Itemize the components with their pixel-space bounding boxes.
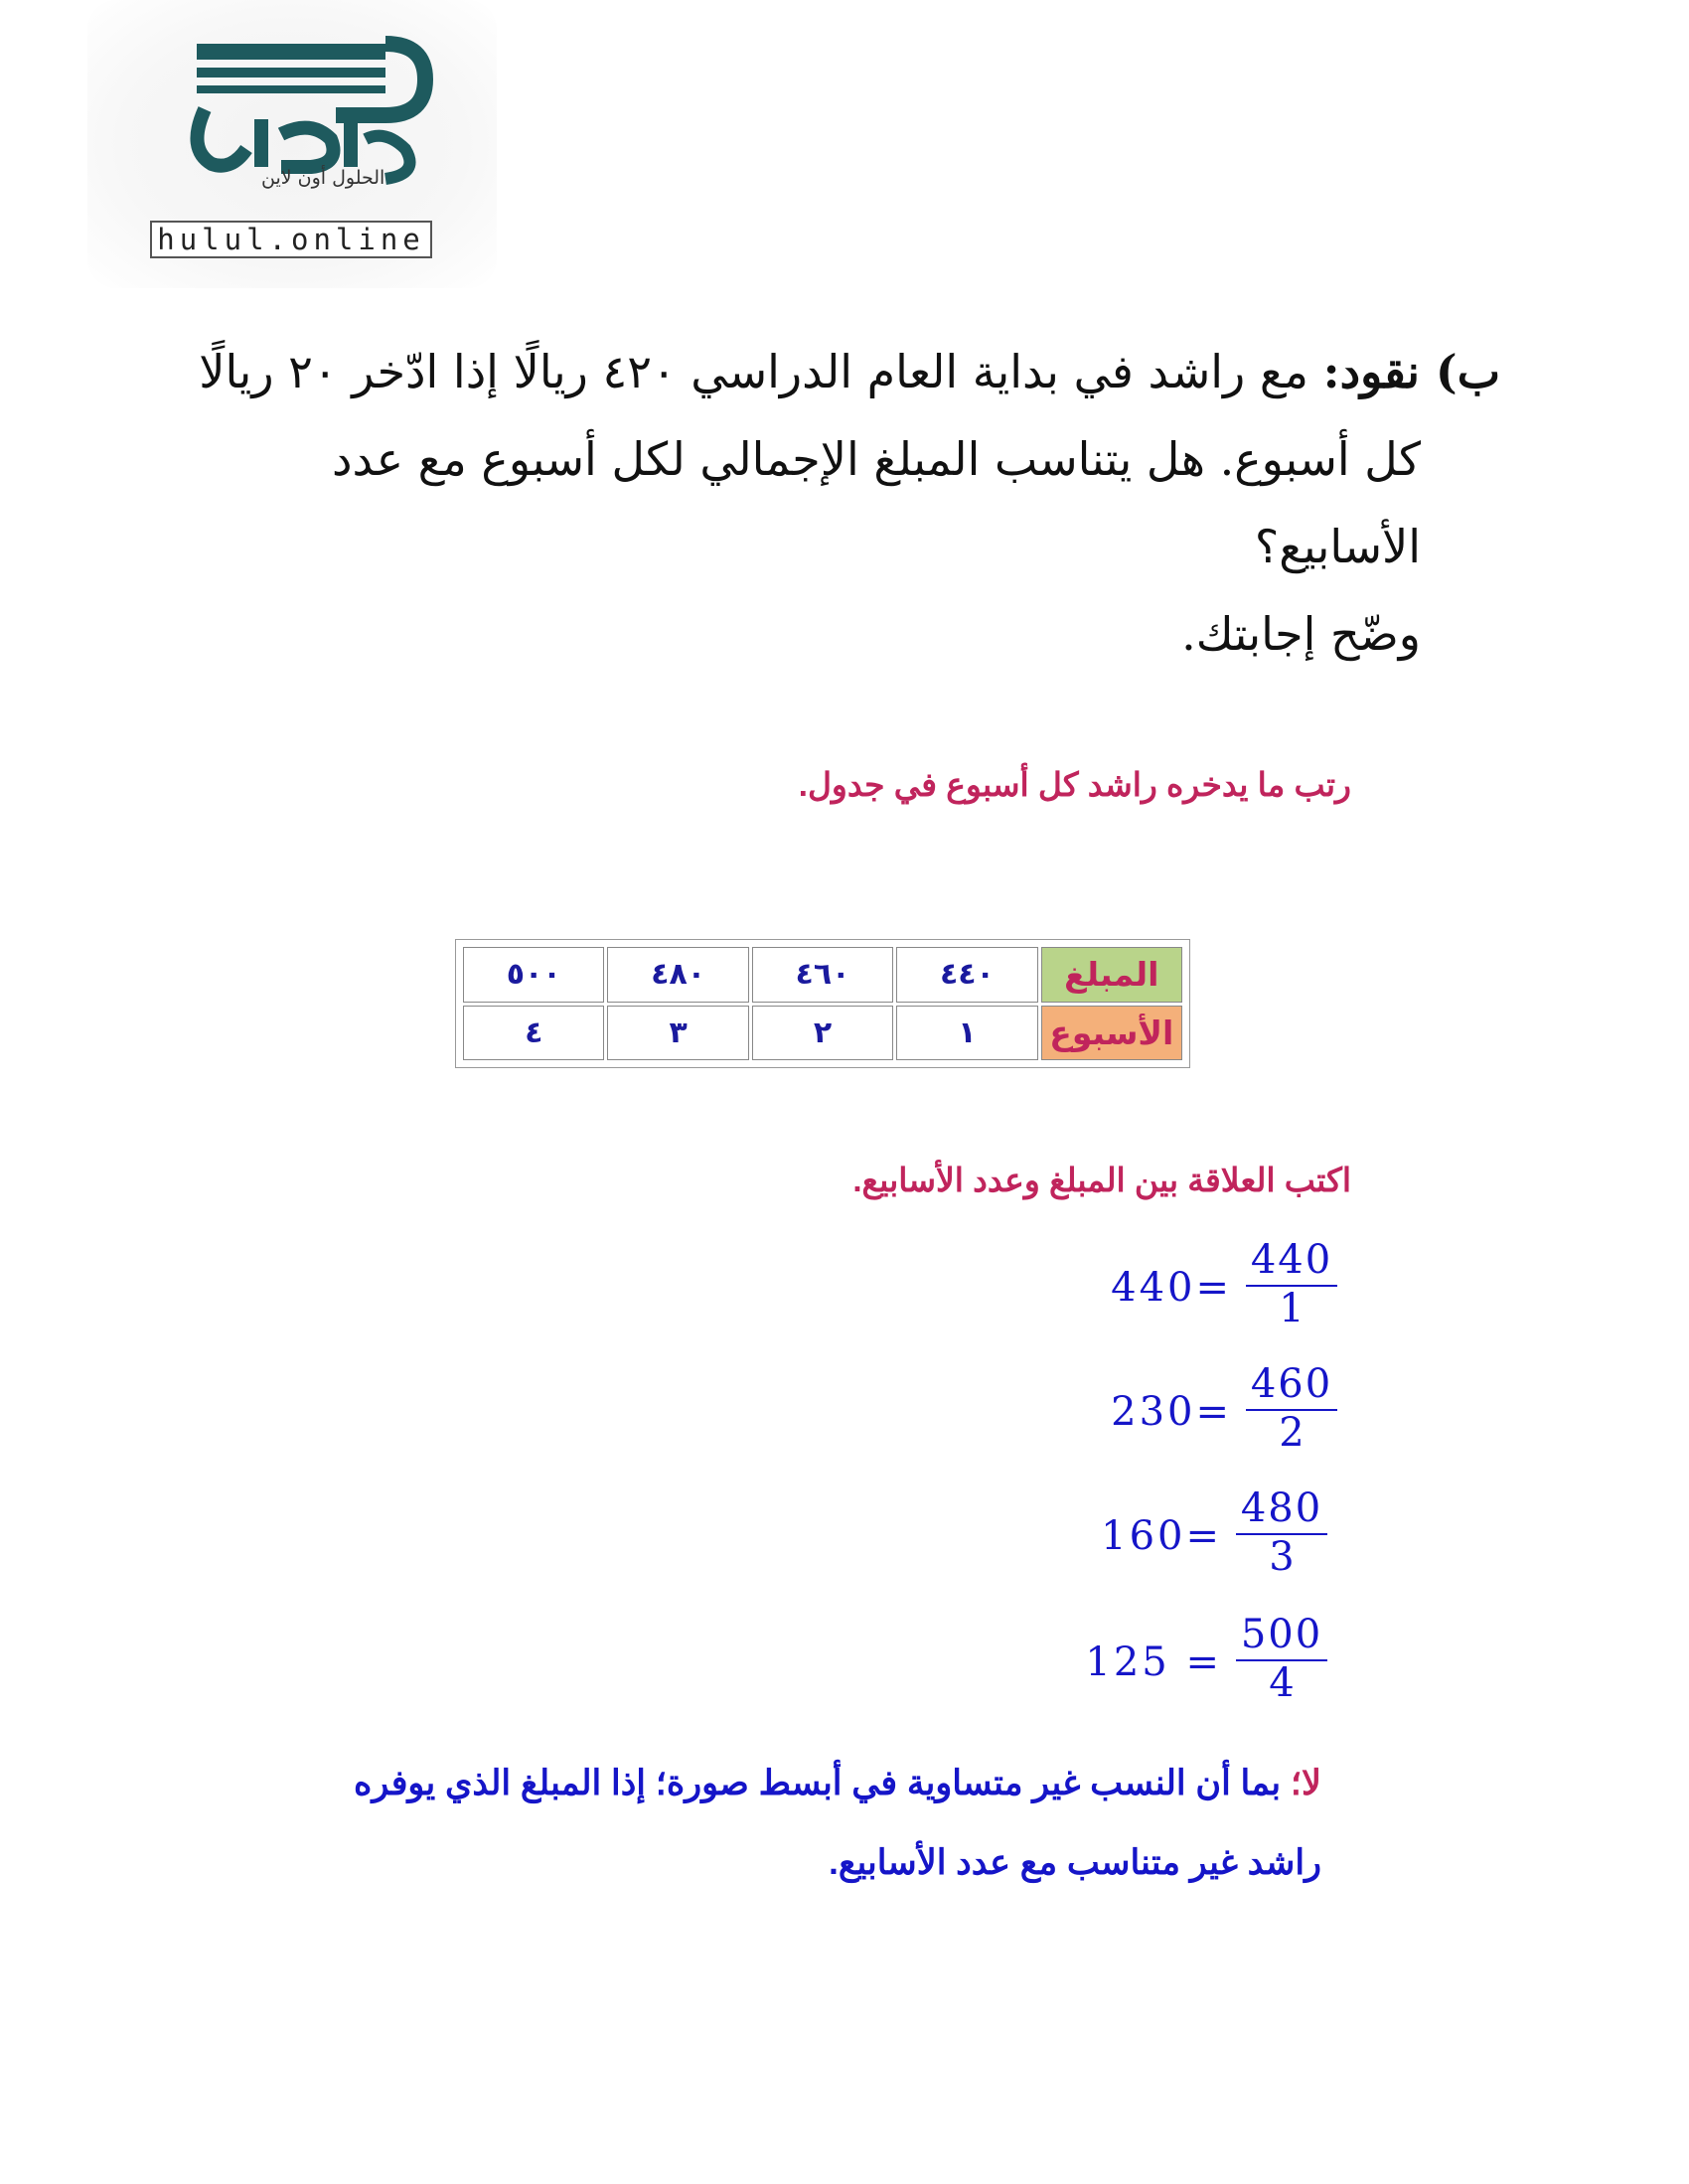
question-label: ب) نقود: xyxy=(1322,345,1500,398)
table-cell: ٤٦٠ xyxy=(752,947,893,1003)
fraction-numerator: 500 xyxy=(1240,1612,1323,1657)
answer-line-1: بما أن النسب غير متساوية في أبسط صورة؛ إذا المبلغ الذي يوفره xyxy=(354,1764,1282,1802)
equation-result: 440 xyxy=(1111,1265,1196,1311)
equation-result: 230 xyxy=(1111,1389,1196,1435)
table-cell: ٣ xyxy=(607,1006,748,1061)
instruction-relation: اكتب العلاقة بين المبلغ وعدد الأسابيع. xyxy=(852,1162,1351,1198)
equation-lhs: 230= xyxy=(1111,1389,1232,1435)
table-header-amount: المبلغ xyxy=(1041,947,1182,1003)
table-row xyxy=(463,947,1182,1003)
logo-mark-icon xyxy=(87,0,497,229)
table-cell: ١ xyxy=(896,1006,1037,1061)
equation xyxy=(1013,1485,1331,1585)
table-cell: ٥٠٠ xyxy=(463,947,604,1003)
equation xyxy=(1023,1237,1341,1336)
instruction-table: رتب ما يدخره راشد كل أسبوع في جدول. xyxy=(798,766,1351,803)
table-cell: ٤ xyxy=(463,1006,604,1061)
table-row xyxy=(463,1006,1182,1061)
equation xyxy=(1003,1612,1331,1711)
fraction xyxy=(1232,1485,1331,1579)
fraction-denominator: 1 xyxy=(1279,1286,1305,1331)
equation-result: 125 xyxy=(1085,1639,1170,1685)
question-line-3: وضّح إجابتك. xyxy=(1181,607,1421,661)
fraction xyxy=(1242,1361,1341,1455)
answer-line-2: راشد غير متناسب مع عدد الأسابيع. xyxy=(829,1843,1321,1882)
table-header-week: الأسبوع xyxy=(1041,1006,1182,1061)
fraction-numerator: 460 xyxy=(1250,1361,1333,1407)
fraction xyxy=(1232,1612,1331,1705)
fraction-denominator: 3 xyxy=(1269,1534,1295,1580)
logo-subtitle: الحلول أون لاين xyxy=(261,167,385,189)
savings-table xyxy=(455,939,1190,1068)
question-line-1: مع راشد في بداية العام الدراسي ٤٢٠ ريالًا إذا ادّخر ٢٠ ريالًا xyxy=(199,345,1308,398)
equation-lhs: 160= xyxy=(1101,1513,1222,1559)
equation-lhs: 125 = xyxy=(1085,1639,1222,1685)
fraction-denominator: 4 xyxy=(1269,1660,1295,1706)
fraction xyxy=(1242,1237,1341,1330)
answer-no: لا؛ xyxy=(1290,1764,1321,1802)
equation-result: 160 xyxy=(1101,1513,1186,1559)
answer-text xyxy=(229,1744,1321,1903)
table-cell: ٢ xyxy=(752,1006,893,1061)
table-cell: ٤٤٠ xyxy=(896,947,1037,1003)
fraction-denominator: 2 xyxy=(1279,1410,1305,1456)
table-cell: ٤٨٠ xyxy=(607,947,748,1003)
question-text xyxy=(169,328,1500,678)
fraction-numerator: 480 xyxy=(1240,1485,1323,1531)
fraction-numerator: 440 xyxy=(1250,1237,1333,1283)
site-logo xyxy=(87,0,497,288)
equation-lhs: 440= xyxy=(1111,1265,1232,1311)
question-line-2: كل أسبوع. هل يتناسب المبلغ الإجمالي لكل أسبوع مع عدد الأسابيع؟ xyxy=(331,432,1421,573)
logo-url: hulul.online xyxy=(150,221,432,258)
equation xyxy=(1023,1361,1341,1461)
